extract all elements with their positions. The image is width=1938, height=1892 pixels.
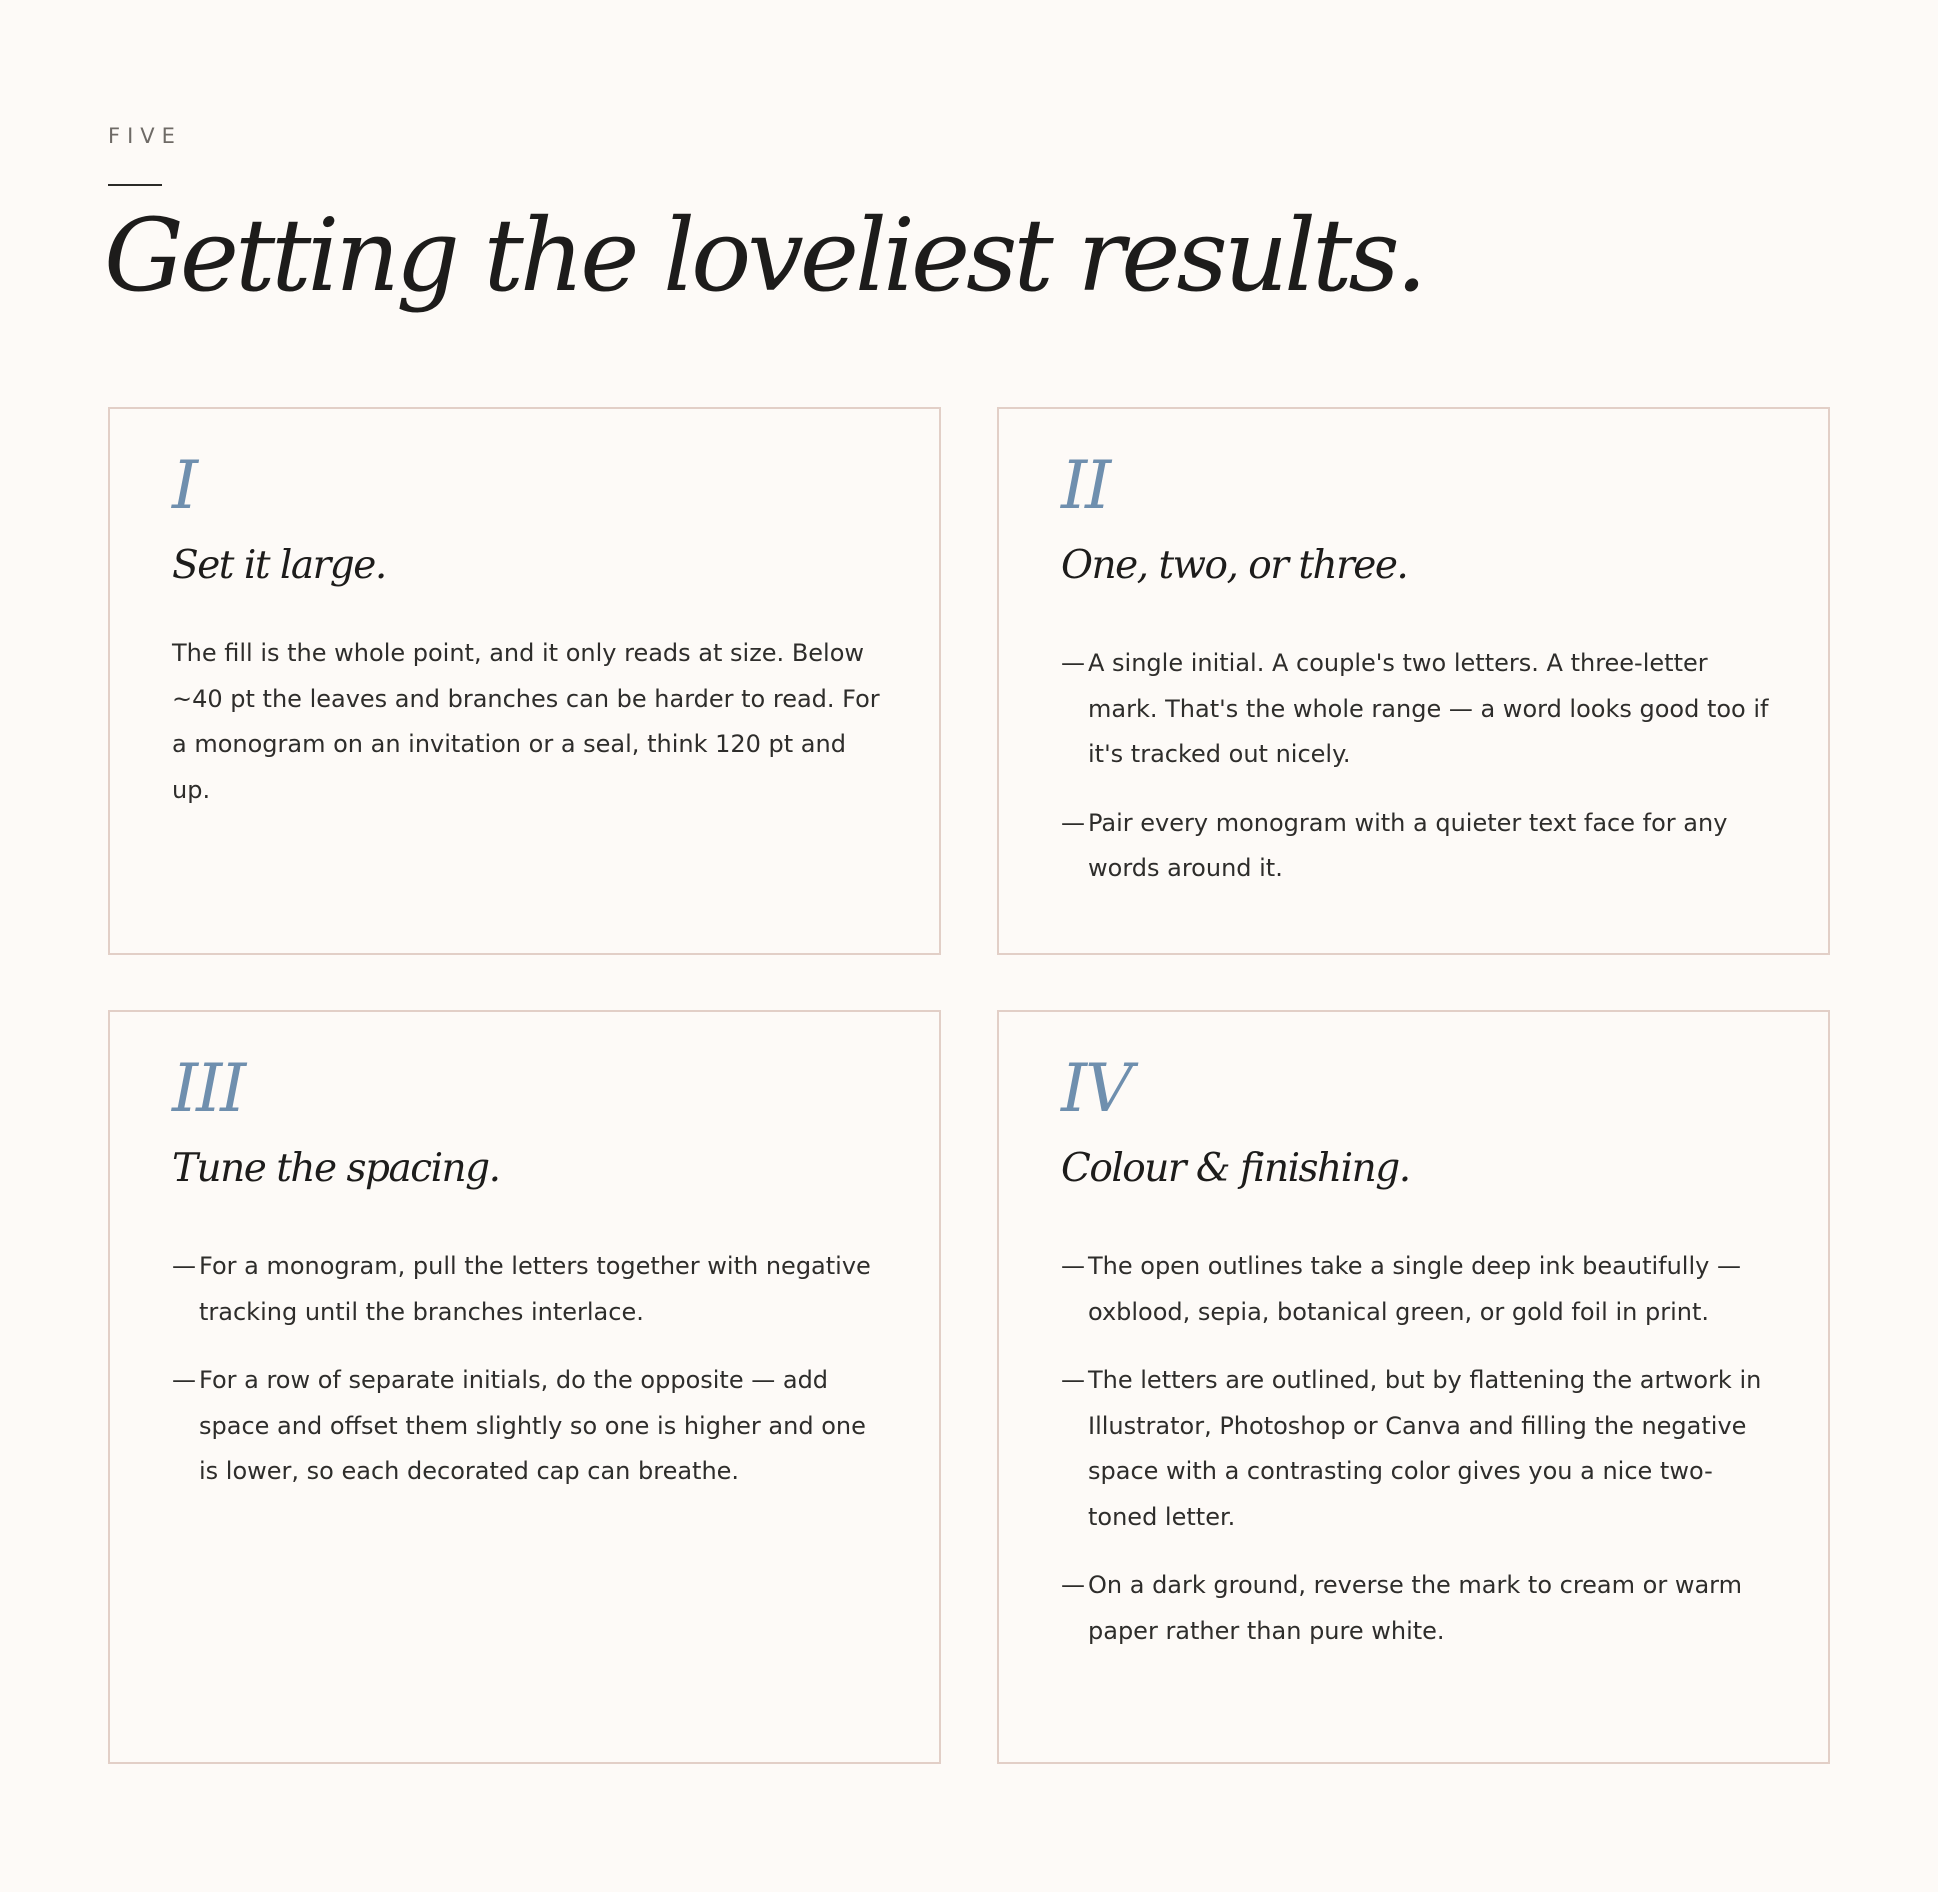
tip-card-letter-count [997,407,1830,955]
card-numeral: III [172,1050,245,1127]
section-divider [108,184,162,186]
bullet-dash: — [172,1366,196,1394]
card-heading: One, two, or three. [1061,543,1408,588]
bullet-dash: — [1061,1571,1085,1599]
tip-card-spacing [108,1010,941,1764]
card-numeral: II [1061,447,1110,524]
bullet-text: A single initial. A couple's two letters. A three-letter mark. That's the whole range — a word looks good too if it's tracked out nicely. [1088,649,1769,768]
card-heading: Tune the spacing. [172,1146,500,1191]
bullet-dash: — [1061,808,1085,837]
bullet-text: On a dark ground, reverse the mark to cream or warm paper rather than pure white. [1088,1571,1742,1645]
bullet-text: The letters are outlined, but by flattening the artwork in Illustrator, Photoshop or Canva and filling the negative space with a contrasting color gives you a nice two-toned letter. [1088,1366,1762,1531]
list-item [172,1244,892,1335]
list-item [1061,801,1781,892]
tip-card-set-it-large [108,407,941,955]
bullet-text: The open outlines take a single deep ink beautifully — oxblood, sepia, botanical green, or gold foil in print. [1088,1252,1741,1326]
card-heading: Colour & finishing. [1061,1146,1410,1191]
bullet-text: For a monogram, pull the letters together with negative tracking until the branches interlace. [199,1252,871,1326]
card-bullet-list [172,1244,892,1518]
card-heading: Set it large. [172,543,386,588]
section-label: FIVE [108,124,182,148]
card-numeral: I [172,447,197,524]
list-item [1061,1244,1781,1335]
card-numeral: IV [1061,1050,1131,1127]
bullet-dash: — [1061,1366,1085,1394]
tip-card-colour-finishing [997,1010,1830,1764]
list-item [1061,1358,1781,1540]
list-item [172,1358,892,1495]
bullet-dash: — [172,1252,196,1280]
list-item [1061,1563,1781,1654]
card-body: The fill is the whole point, and it only reads at size. Below ~40 pt the leaves and branches can be harder to read. For a monogram on an invitation or a seal, think 120 pt and up. [172,639,880,804]
card-bullet-list [1061,641,1781,915]
page-title: Getting the loveliest results. [104,197,1424,314]
bullet-text: Pair every monogram with a quieter text face for any words around it. [1088,808,1728,882]
card-bullet-list [1061,1244,1781,1677]
bullet-text: For a row of separate initials, do the opposite — add space and offset them slightly so one is higher and one is lower, so each decorated cap can breathe. [199,1366,866,1485]
list-item [1061,641,1781,778]
bullet-dash: — [1061,649,1085,677]
bullet-dash: — [1061,1252,1085,1280]
